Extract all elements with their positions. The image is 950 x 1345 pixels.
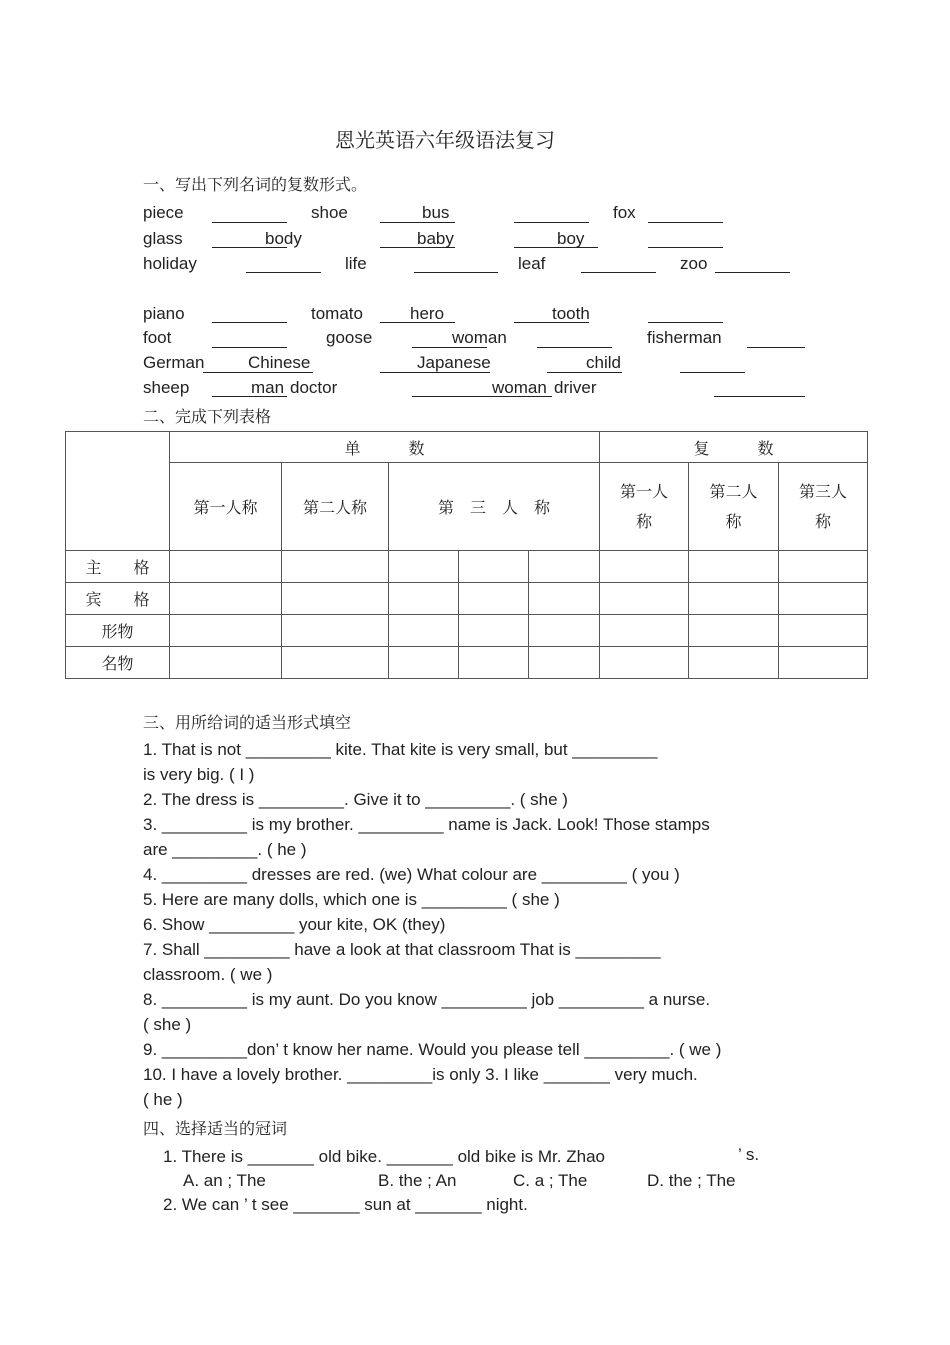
option-c[interactable]: C. a ; The (513, 1171, 588, 1190)
blank (581, 272, 656, 273)
option-d[interactable]: D. the ; The (647, 1171, 736, 1190)
answer-cell[interactable] (689, 615, 779, 647)
header-plural-first: 第一人称 (600, 463, 689, 551)
answer-cell[interactable] (689, 583, 779, 615)
row-label: 形物 (66, 615, 170, 647)
word: glass (143, 229, 183, 248)
exercise-line: is very big. ( I ) (143, 765, 255, 784)
word: hero (410, 304, 445, 323)
word: life (345, 254, 367, 273)
word: woman (492, 378, 547, 397)
exercise-line: 7. Shall _________ have a look at that classroom That is _________ (143, 940, 661, 959)
blank (212, 347, 287, 348)
blank (212, 222, 287, 223)
word: shoe (311, 203, 348, 222)
answer-cell[interactable] (170, 551, 282, 583)
word: baby (417, 229, 454, 248)
answer-cell[interactable] (459, 647, 529, 679)
exercise-line: 1. That is not _________ kite. That kite is very small, but _________ (143, 740, 658, 759)
answer-cell[interactable] (282, 615, 389, 647)
answer-cell[interactable] (600, 583, 689, 615)
answer-cell[interactable] (779, 647, 868, 679)
word: tomato (311, 304, 363, 323)
blank (246, 272, 321, 273)
word: German (143, 353, 205, 372)
answer-cell[interactable] (529, 647, 600, 679)
word: Chinese (248, 353, 311, 372)
answer-cell[interactable] (459, 583, 529, 615)
exercise-line: 6. Show _________ your kite, OK (they) (143, 915, 446, 934)
blank (680, 372, 745, 373)
word: woman (452, 328, 507, 347)
word: child (586, 353, 621, 372)
word: piece (143, 203, 184, 222)
answer-cell[interactable] (529, 615, 600, 647)
word: bus (422, 203, 450, 222)
answer-cell[interactable] (170, 583, 282, 615)
answer-cell[interactable] (459, 615, 529, 647)
word: Japanese (417, 353, 491, 372)
section-1-heading: 一、写出下列名词的复数形式。 (143, 175, 368, 194)
row-label: 宾 格 (66, 583, 170, 615)
header-plural-third: 第三人称 (779, 463, 868, 551)
section-4-heading: 四、选择适当的冠词 (143, 1119, 288, 1138)
answer-cell[interactable] (529, 551, 600, 583)
blank (537, 347, 612, 348)
blank (514, 222, 589, 223)
exercise-line: are _________. ( he ) (143, 840, 307, 859)
blank (412, 347, 487, 348)
exercise-line: ( he ) (143, 1090, 183, 1109)
blank (648, 322, 723, 323)
plural-header: 复 数 (600, 432, 868, 463)
exercise-line: 2. The dress is _________. Give it to _________. ( she ) (143, 790, 568, 809)
blank (547, 372, 622, 373)
exercise-line: 8. _________ is my aunt. Do you know _________ job _________ a nurse. (143, 990, 711, 1009)
header-first-person: 第一人称 (170, 463, 282, 551)
blank (715, 272, 790, 273)
blank (212, 322, 287, 323)
row-label: 名物 (66, 647, 170, 679)
section-2-heading: 二、完成下列表格 (143, 407, 272, 426)
word: boy (557, 229, 585, 248)
pronoun-table (65, 431, 868, 679)
row-label: 主 格 (66, 551, 170, 583)
answer-cell[interactable] (170, 647, 282, 679)
answer-cell[interactable] (389, 583, 459, 615)
answer-cell[interactable] (529, 583, 600, 615)
word: body (265, 229, 302, 248)
word: goose (326, 328, 373, 347)
option-b[interactable]: B. the ; An (378, 1171, 457, 1190)
word: sheep (143, 378, 190, 397)
answer-cell[interactable] (282, 551, 389, 583)
answer-cell[interactable] (389, 615, 459, 647)
header-second-person: 第二人称 (282, 463, 389, 551)
word: zoo (680, 254, 708, 273)
exercise-line: classroom. ( we ) (143, 965, 273, 984)
page-title: 恩光英语六年级语法复习 (335, 128, 555, 152)
question-1: 1. There is _______ old bike. _______ old bike is Mr. Zhao (163, 1147, 605, 1166)
word: driver (554, 378, 597, 397)
header-third-person: 第 三 人 称 (389, 463, 600, 551)
blank (648, 222, 723, 223)
exercise-line: 9. _________don’ t know her name. Would you please tell _________. ( we ) (143, 1040, 722, 1059)
answer-cell[interactable] (779, 615, 868, 647)
question-2: 2. We can ’ t see _______ sun at _______ night. (163, 1195, 528, 1214)
section-3-heading: 三、用所给词的适当形式填空 (143, 713, 352, 732)
answer-cell[interactable] (282, 583, 389, 615)
corner-cell (66, 432, 170, 551)
answer-cell[interactable] (282, 647, 389, 679)
exercise-line: ( she ) (143, 1015, 192, 1034)
answer-cell[interactable] (170, 615, 282, 647)
answer-cell[interactable] (689, 647, 779, 679)
option-a[interactable]: A. an ; The (183, 1171, 266, 1190)
blank (380, 372, 490, 373)
answer-cell[interactable] (459, 551, 529, 583)
word: doctor (290, 378, 338, 397)
header-plural-second: 第二人称 (689, 463, 779, 551)
word: man (251, 378, 285, 397)
answer-cell[interactable] (600, 551, 689, 583)
blank (648, 247, 723, 248)
exercise-line: 4. _________ dresses are red. (we) What colour are _________ ( you ) (143, 865, 680, 884)
blank (414, 272, 498, 273)
answer-cell[interactable] (779, 551, 868, 583)
exercise-line: 3. _________ is my brother. _________ name is Jack. Look! Those stamps (143, 815, 710, 834)
word: fisherman (647, 328, 722, 347)
exercise-line: 5. Here are many dolls, which one is _________ ( she ) (143, 890, 560, 909)
word: tooth (552, 304, 590, 323)
word: holiday (143, 254, 197, 273)
exercise-line: 10. I have a lovely brother. _________is only 3. I like _______ very much. (143, 1065, 698, 1084)
answer-cell[interactable] (600, 615, 689, 647)
singular-header: 单 数 (170, 432, 600, 463)
word: fox (613, 203, 636, 222)
question-1-tail: ’ s. (738, 1145, 760, 1164)
word: piano (143, 304, 185, 323)
answer-cell[interactable] (600, 647, 689, 679)
answer-cell[interactable] (689, 551, 779, 583)
blank (514, 247, 598, 248)
word: foot (143, 328, 172, 347)
answer-cell[interactable] (779, 583, 868, 615)
word: leaf (518, 254, 546, 273)
answer-cell[interactable] (389, 551, 459, 583)
answer-cell[interactable] (389, 647, 459, 679)
blank (747, 347, 805, 348)
blank (714, 396, 805, 397)
